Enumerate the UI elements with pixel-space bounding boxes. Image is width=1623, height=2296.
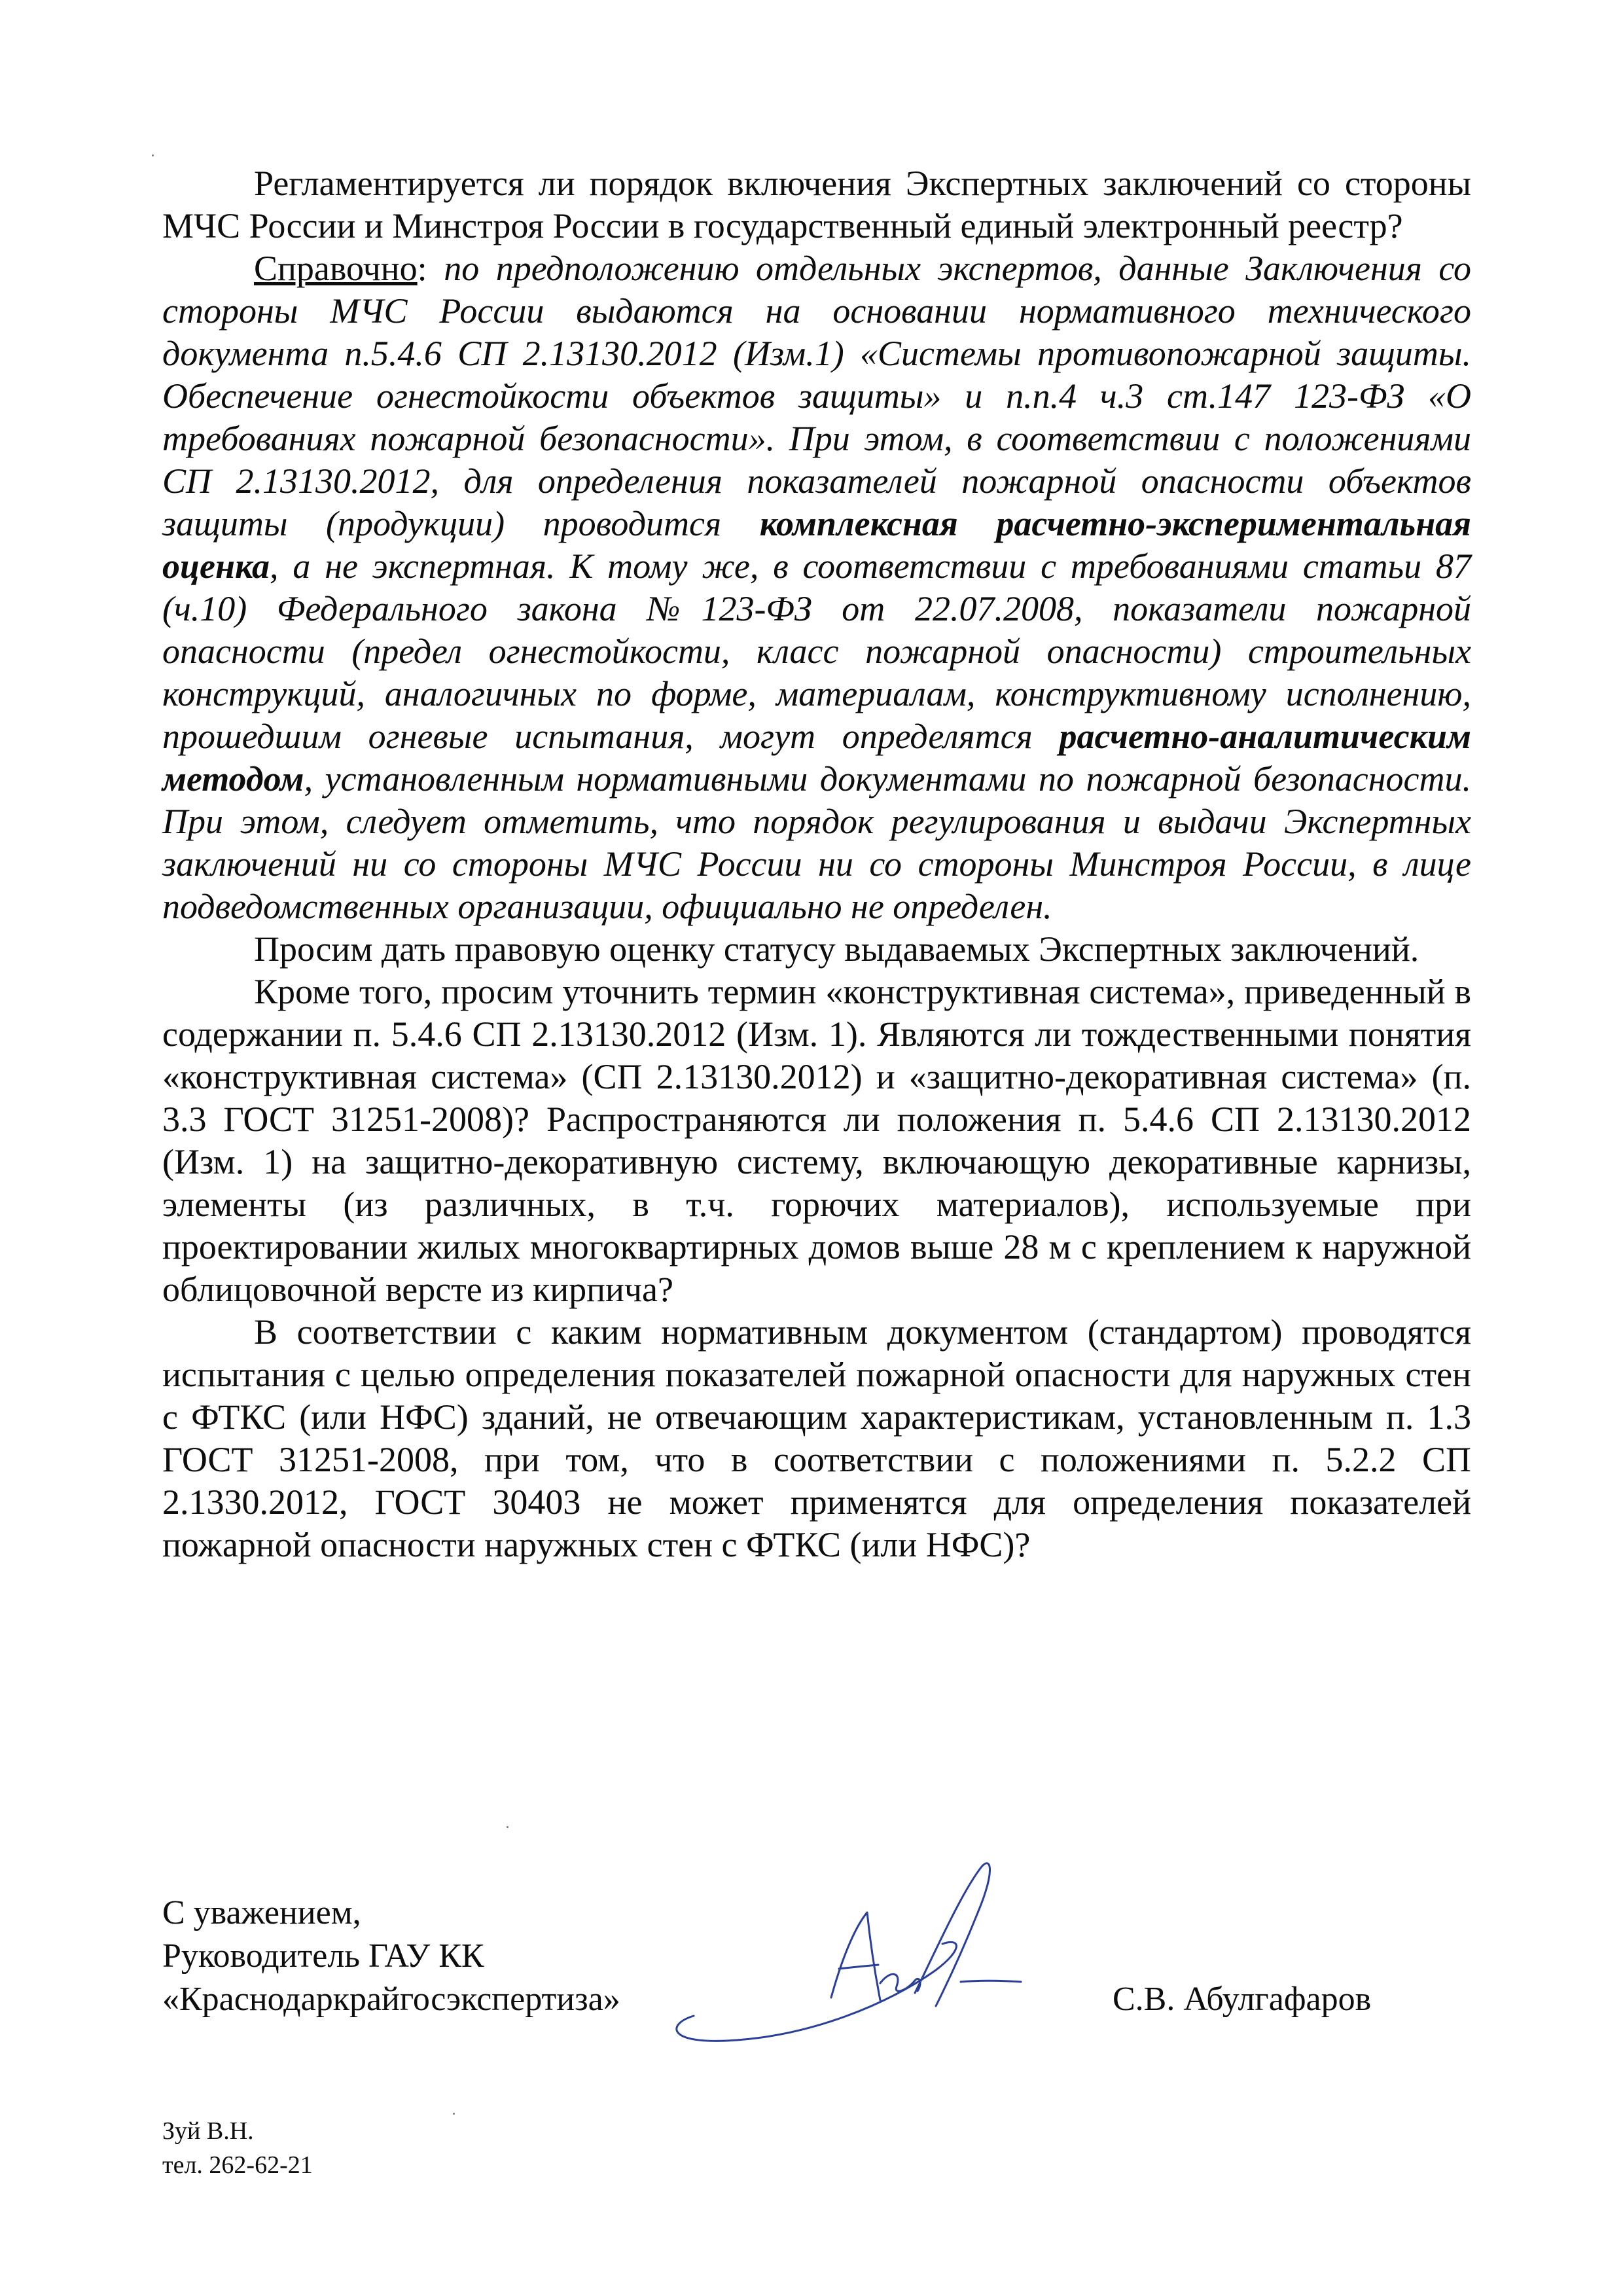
signature-letter-a: [831, 1912, 880, 2000]
reference-colon: :: [417, 249, 427, 288]
reference-text-part-1: по предположению отдельных экспертов, данные Заключения со стороны МЧС России выдаются на основании нормативного технического документа п.5.4.6 СП 2.13130.2012 (Изм.1) «Системы противопожарной защиты. Обеспечение огнестойкости объектов защиты» и п.п.4 ч.3 ст.147 123-ФЗ «О требованиях пожарной безопасности». При этом, в соответствии с положениями СП 2.13130.2012, для определения показателей пожарной опасности объектов защиты (продукции) проводится: [162, 249, 1471, 543]
signature-tail: [961, 1981, 1021, 1982]
closing-salutation: С уважением,: [162, 1894, 361, 1931]
executor-phone: тел. 262-62-21: [162, 2151, 313, 2179]
reference-text-part-2: , а не экспертная. К тому же, в соответствии с требованиями статьи 87 (ч.10) Федерального закона №123-ФЗ от 22.07.2008, показатели пожарной опасности (предел огнестойкости, класс пожарной опасности) строительных конструкций, аналогичных по форме, материалам, конструктивному исполнению, прошедшим огневые испытания, могут определятся: [162, 547, 1471, 756]
reference-text-part-3: , установленным нормативными документами по пожарной безопасности. При этом, следует отметить, что порядок регулирования и выдачи Экспертных заключений ни со стороны МЧС России ни со стороны Минстроя России, в лице подведомственных организации, официально не определен.: [162, 759, 1471, 926]
signer-organization: «Краснодаркрайгосэкспертиза»: [162, 1981, 620, 2018]
paragraph-reference: [162, 247, 1471, 928]
closing-block: [162, 1892, 620, 2021]
scan-speck: [507, 1826, 508, 1828]
executor-block: [162, 2114, 313, 2182]
scan-speck: [152, 154, 154, 156]
reference-emphasis-1: комплексная расчетно-экспериментальная оценка: [162, 504, 1472, 586]
signature-loop: [677, 1942, 957, 2041]
paragraph-registry-question: Регламентируется ли порядок включения Экспертных заключений со стороны МЧС России и Минстроя России в государственный единый электронный реестр?: [162, 164, 1471, 245]
reference-emphasis-2: расчетно-аналитическим методом: [162, 717, 1471, 798]
paragraph-legal-assessment: Просим дать правовую оценку статусу выдаваемых Экспертных заключений.: [254, 929, 1419, 969]
signature-strokes: [677, 1863, 1021, 2041]
letter-body: [162, 162, 1471, 1566]
executor-name: Зуй В.Н.: [162, 2117, 254, 2145]
reference-label: Справочно: [254, 249, 418, 288]
signature-middle: [880, 1974, 920, 1991]
signer-name: С.В. Абулгафаров: [1113, 1981, 1372, 2018]
paragraph-term-clarification: Кроме того, просим уточнить термин «конструктивная система», приведенный в содержании п. 5.4.6 СП 2.13130.2012 (Изм. 1). Являются ли тождественными понятия «конструктивная система» (СП 2.13130.2012) и «защитно-декоративная система» (п. 3.3 ГОСТ 31251-2008)? Распространяются ли положения п. 5.4.6 СП 2.13130.2012 (Изм. 1) на защитно-декоративную систему, включающую декоративные карнизы, элементы (из различных, в т.ч. горючих материалов), используемые при проектировании жилых многоквартирных домов выше 28 м с креплением к наружной облицовочной версте из кирпича?: [162, 972, 1471, 1309]
scan-speck: [453, 2113, 455, 2115]
paragraph-testing-standard: В соответствии с каким нормативным документом (стандартом) проводятся испытания с целью определения показателей пожарной опасности для наружных стен с ФТКС (или НФС) зданий, не отвечающим характеристикам, установленным п. 1.3 ГОСТ 31251-2008, при том, что в соответствии с положениями п. 5.2.2 СП 2.1330.2012, ГОСТ 30403 не может применятся для определения показателей пожарной опасности наружных стен с ФТКС (или НФС)?: [162, 1312, 1471, 1564]
signature-long-stroke: [915, 1863, 990, 2006]
handwritten-signature: [654, 1852, 1060, 2068]
signer-position: Руководитель ГАУ КК: [162, 1937, 484, 1975]
